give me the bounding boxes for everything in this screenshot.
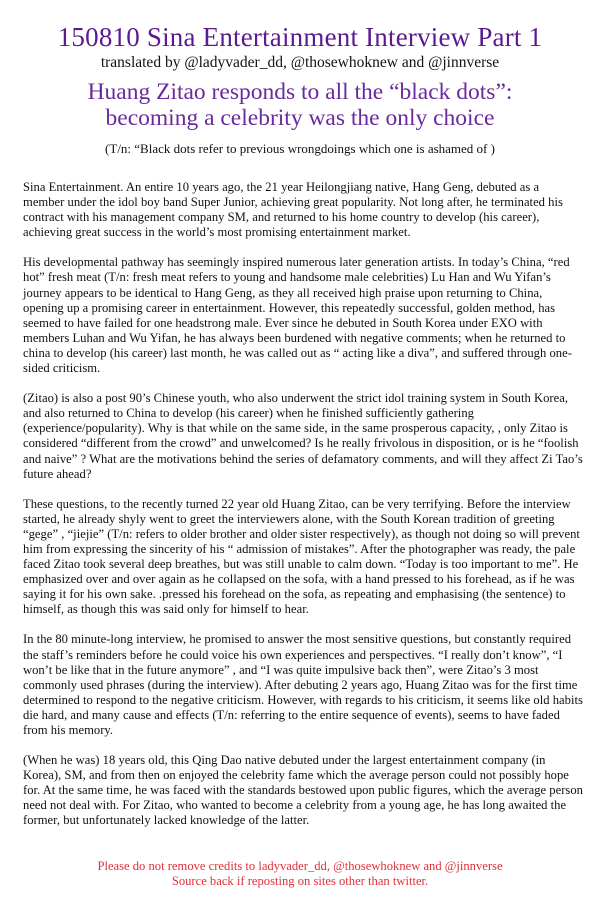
article-body — [23, 180, 583, 844]
translator-credits: translated by @ladyvader_dd, @thosewhoknew and @jinnverse — [100, 54, 500, 71]
paragraph: Sina Entertainment. An entire 10 years ago, the 21 year Heilongjiang native, Hang Geng, debuted as a member under the idol boy band Super Junior, achieving great popularity. Not long after, he terminated his contract with his management company SM, and returned to his home country to develop (his career), achieving great success in the world’s most promising entertainment market. — [23, 180, 563, 240]
document-title: 150810 Sina Entertainment Interview Part 1 — [57, 22, 543, 52]
translator-note: (T/n: “Black dots refer to previous wrongdoings which one is ashamed of ) — [105, 141, 495, 156]
paragraph: (Zitao) is also a post 90’s Chinese youth, who also underwent the strict idol training system in South Korea, and also returned to China to develop (his career) when he finished sufficiently gathering (experience/popularity). Why is that while on the same side, in the same prosperous capacity, , only Zitao is considered “different from the crowd” and unwelcomed? Is he really frivolous in disposition, or is he “foolish and naive” ? What are the motivations behind the series of defamatory comments, and will they affect Zi Tao’s future ahead? — [23, 391, 583, 481]
headline-line-2: becoming a celebrity was the only choice — [105, 105, 495, 131]
paragraph: These questions, to the recently turned 22 year old Huang Zitao, can be very terrifying. Before the interview started, he already shyly went to greet the interviewers alone, with the South Korean tradition of greeting “gege” , “jiejie” (T/n: refers to older brother and older sister respectively), as though not doing so will prevent him from expressing the sincerity of his “ admission of mistakes”. After the photographer was ready, the pale faced Zitao took several deep breathes, but was still unable to calm down. “Today is too important to me”. He emphasized over and over again as he collapsed on the sofa, with a hand pressed to his forehead, as if he was saying it for his own sake. .pressed his forehead on the sofa, as repeating and emphasising (the sentence) to himself, as though this was said only for himself to hear. — [23, 496, 580, 617]
article-headline — [0, 79, 600, 131]
paragraph: In the 80 minute-long interview, he promised to answer the most sensitive questions, but constantly required the staff’s reminders before he could voice his own experiences and perspectives. “I really don’t know”, “I won’t be like that in the future anymore” , and “I was quite impulsive back then”, were Zitao’s 3 most commonly used phrases (during the interview). After debuting 2 years ago, Huang Zitao was for the first time determined to respond to the negative criticism. However, with regards to his criticism, it seems like old habits die hard, and many cause and effects (T/n: referring to the entire sequence of events), seems to have faded from his memory. — [23, 632, 583, 737]
paragraph: (When he was) 18 years old, this Qing Dao native debuted under the largest entertainment company (in Korea), SM, and from then on enjoyed the celebrity fame which the average person could not possibly hope for. At the same time, he was faced with the standards bestowed upon public figures, which the average person need not deal with. For Zitao, who wanted to become a celebrity from a young age, he has long awaited the former, but unfortunately lacked knowledge of the latter. — [23, 753, 583, 828]
footer-line-credits: Please do not remove credits to ladyvader_dd, @thosewhoknew and @jinnverse — [97, 859, 503, 873]
headline-line-1: Huang Zitao responds to all the “black dots”: — [87, 79, 513, 105]
footer-line-source: Source back if reposting on sites other than twitter. — [171, 874, 429, 888]
credits-footer — [0, 859, 600, 889]
paragraph: His developmental pathway has seemingly inspired numerous later generation artists. In today’s China, “red hot” fresh meat (T/n: fresh meat refers to young and handsome male celebrities) Lu Han and Wu Yifan’s journey appears to be identical to Hang Geng, as they all received high praise upon returning to China, opening up a promising career in entertainment. However, this repeatedly successful, golden method, has seemed to have failed for one headstrong male. Ever since he debuted in South Korea under EXO with members Luhan and Wu Yifan, he has always been burdened with negative comments; when he returned to china to develop (his career) last month, he was called out as “ acting like a diva”, and suffered through one-sided criticism. — [23, 255, 572, 376]
